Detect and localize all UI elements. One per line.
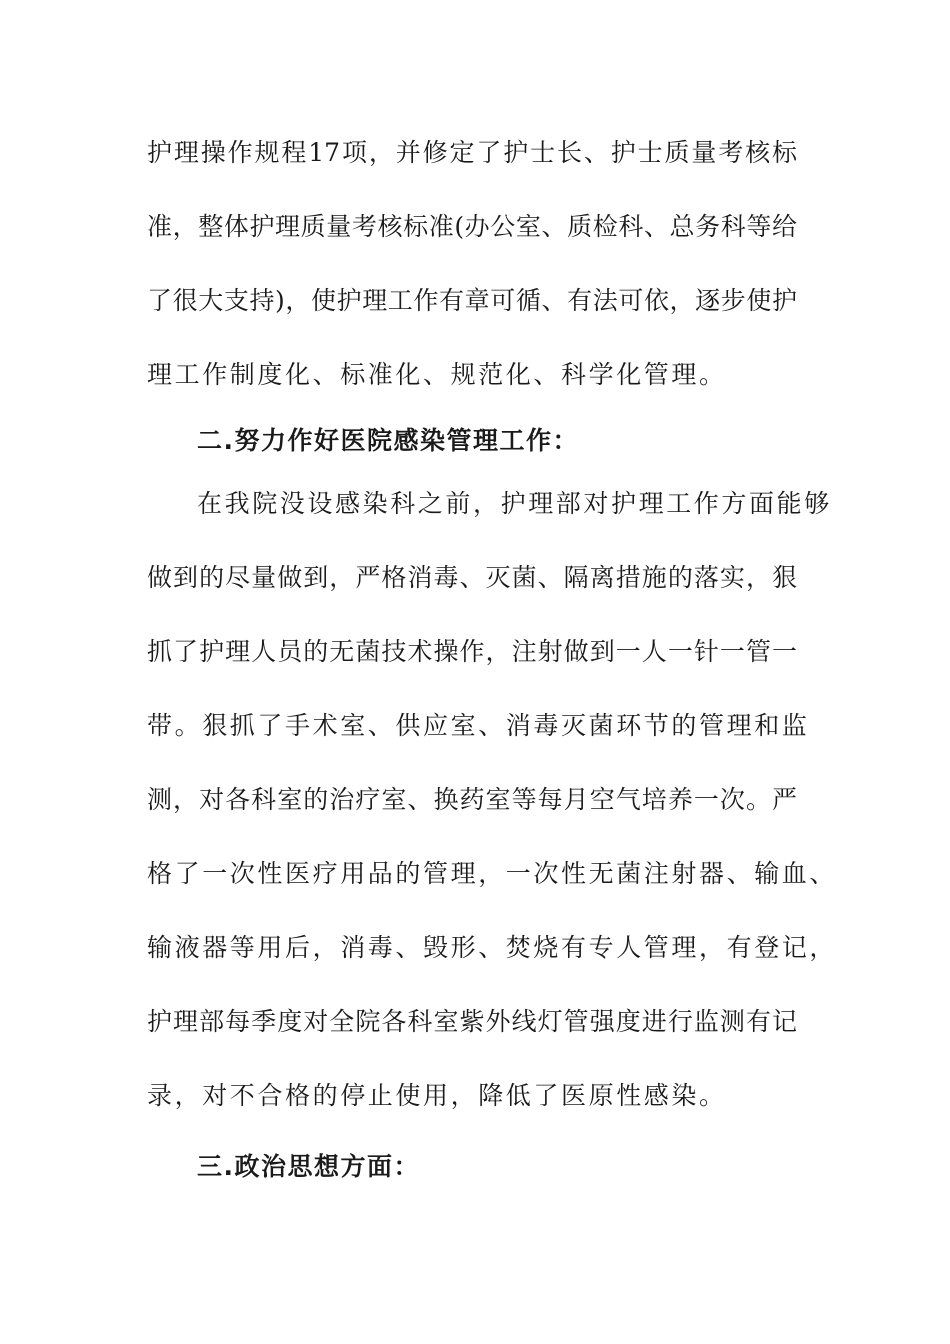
paragraph-2-line-6: 格了一次性医疗用品的管理，一次性无菌注射器、输血、 <box>147 859 838 888</box>
paragraph-1-line-1: 护理操作规程17项，并修定了护士长、护士质量考核标 <box>147 138 797 167</box>
section-heading-3: 三.政治思想方面： <box>197 1152 420 1181</box>
section-heading-2: 二.努力作好医院感染管理工作： <box>197 426 579 455</box>
paragraph-2-line-1: 在我院没设感染科之前，护理部对护理工作方面能够 <box>197 489 832 518</box>
paragraph-1-line-4: 理工作制度化、标准化、规范化、科学化管理。 <box>147 360 727 389</box>
paragraph-2-line-5: 测，对各科室的治疗室、换药室等每月空气培养一次。严 <box>147 785 797 814</box>
paragraph-2-line-8: 护理部每季度对全院各科室紫外线灯管强度进行监测有记 <box>147 1007 797 1036</box>
paragraph-1-line-2: 准，整体护理质量考核标准(办公室、质检科、总务科等给 <box>147 212 797 241</box>
paragraph-2-line-2: 做到的尽量做到，严格消毒、灭菌、隔离措施的落实，狠 <box>147 563 797 592</box>
paragraph-2-line-9: 录，对不合格的停止使用，降低了医原性感染。 <box>147 1081 727 1110</box>
paragraph-1-line-3: 了很大支持)，使护理工作有章可循、有法可依，逐步使护 <box>147 286 797 315</box>
paragraph-2-line-3: 抓了护理人员的无菌技术操作，注射做到一人一针一管一 <box>147 637 797 666</box>
paragraph-2-line-4: 带。狠抓了手术室、供应室、消毒灭菌环节的管理和监 <box>147 711 810 740</box>
paragraph-2-line-7: 输液器等用后，消毒、毁形、焚烧有专人管理，有登记， <box>147 933 838 962</box>
